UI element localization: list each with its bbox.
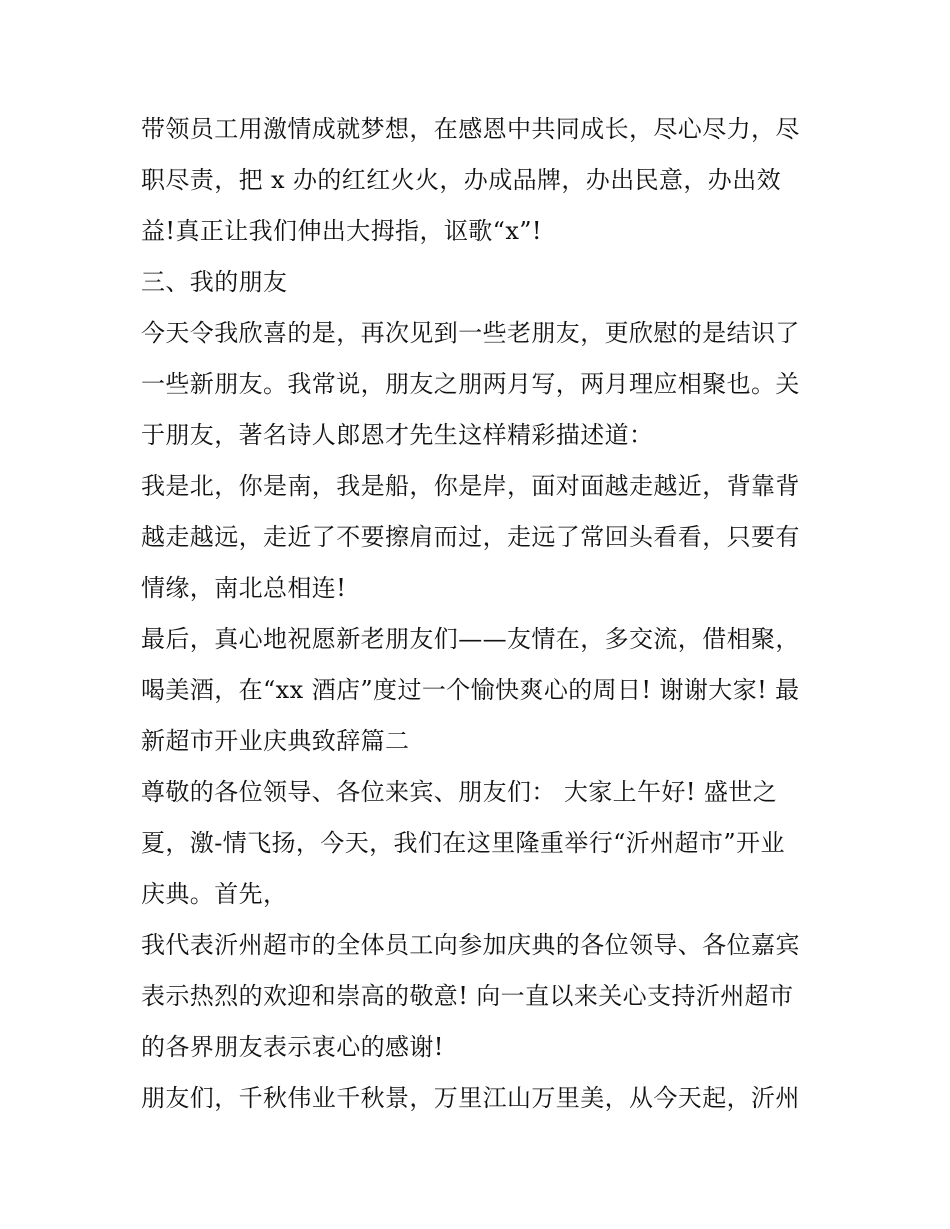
text-line: 尊敬的各位领导、各位来宾、朋友们： 大家上午好! 盛世之 [141,778,778,806]
text-line: 我代表沂州超市的全体员工向参加庆典的各位领导、各位嘉宾 [141,931,800,959]
text-line: 情缘，南北总相连! [141,574,347,602]
text-line: 带领员工用激情成就梦想，在感恩中共同成长，尽心尽力，尽 [141,115,800,143]
text-line: 的各界朋友表示衷心的感谢! [141,1033,444,1061]
text-line: 朋友们，千秋伟业千秋景，万里江山万里美，从今天起，沂州 [141,1084,800,1112]
text-line: 最后，真心地祝愿新老朋友们——友情在，多交流，借相聚， [141,625,800,653]
text-line: 于朋友，著名诗人郎恩才先生这样精彩描述道： [141,421,654,449]
text-line: 今天令我欣喜的是，再次见到一些老朋友，更欣慰的是结识了 [141,319,800,347]
text-line: 我是北，你是南，我是船，你是岸，面对面越走越近，背靠背 [141,472,800,500]
text-line: 庆典。首先， [141,880,288,908]
text-line: 益!真正让我们伸出大拇指，讴歌“x”! [141,217,542,245]
text-line: 职尽责，把 x 办的红红火火，办成品牌，办出民意，办出效 [141,166,781,194]
text-line: 新超市开业庆典致辞篇二 [141,727,410,755]
text-line: 喝美酒，在“xx 酒店”度过一个愉快爽心的周日! 谢谢大家! 最 [141,676,800,704]
text-line: 一些新朋友。我常说，朋友之朋两月写，两月理应相聚也。关 [141,370,800,398]
text-line: 越走越远，走近了不要擦肩而过，走远了常回头看看，只要有 [141,523,800,551]
text-line: 表示热烈的欢迎和崇高的敬意! 向一直以来关心支持沂州超市 [141,982,794,1010]
text-line: 夏，激-情飞扬，今天，我们在这里隆重举行“沂州超市”开业 [141,829,785,857]
section-heading: 三、我的朋友 [141,268,288,296]
